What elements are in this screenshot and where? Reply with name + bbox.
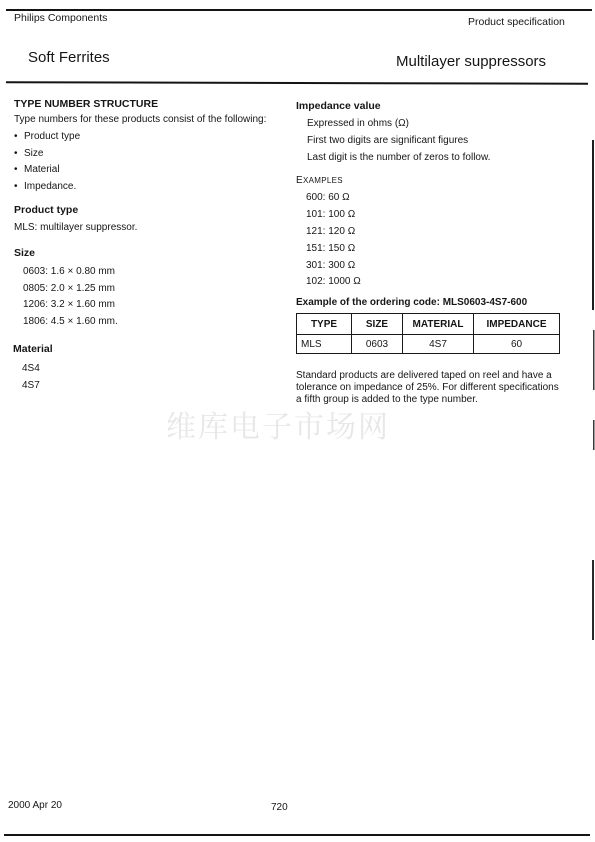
footer-rule (4, 834, 590, 836)
list-item: 1206: 3.2 × 1.60 mm (23, 299, 116, 311)
top-rule (6, 9, 592, 11)
section-title-left: Soft Ferrites (28, 49, 110, 66)
table-cell: 4S7 (403, 335, 474, 354)
list-item: • Size (14, 146, 284, 163)
list-item: 4S7 (22, 379, 40, 391)
list-item: Last digit is the number of zeros to follow. (307, 151, 491, 163)
footer-date: 2000 Apr 20 (8, 800, 62, 811)
examples-heading: EXAMPLES (296, 175, 343, 187)
company-name: Philips Components (14, 12, 108, 24)
structure-list (14, 129, 284, 196)
ordering-code-heading: Example of the ordering code: MLS0603-4S7-600 (296, 297, 528, 309)
scan-edge-shadow (589, 0, 595, 842)
type-number-structure-heading: TYPE NUMBER STRUCTURE (14, 98, 159, 110)
watermark: 维库电子市场网 (166, 410, 390, 445)
list-item: • Impedance. (14, 179, 284, 196)
list-item: 301: 300 Ω (306, 259, 356, 271)
list-item: 102: 1000 Ω (306, 276, 361, 288)
table-cell: 60 (474, 335, 560, 354)
list-item: 151: 150 Ω (306, 242, 356, 254)
list-item: • Material (14, 162, 284, 179)
column-header: MATERIAL (403, 314, 474, 335)
list-item: 121: 120 Ω (306, 225, 356, 237)
right-column (296, 100, 566, 406)
column-header: IMPEDANCE (474, 314, 560, 335)
list-item: 0603: 1.6 × 0.80 mm (23, 265, 116, 277)
list-item: 1806: 4.5 × 1.60 mm. (23, 316, 118, 328)
size-heading: Size (14, 246, 36, 259)
product-type-text: MLS: multilayer suppressor. (14, 221, 138, 233)
list-item: First two digits are significant figures (307, 134, 469, 146)
impedance-heading: Impedance value (296, 100, 381, 112)
list-item: 600: 60 Ω (306, 192, 350, 204)
list-item: Expressed in ohms (Ω) (307, 118, 409, 129)
table-cell: 0603 (352, 335, 403, 354)
delivery-paragraph: Standard products are delivered taped on reel and have a tolerance on impedance of 25%. For different specifications a fifth group is added to the type number. (296, 370, 559, 406)
ordering-code-table (296, 313, 560, 354)
footer-page-number: 720 (271, 802, 288, 813)
material-heading: Material (13, 342, 53, 355)
product-type-heading: Product type (14, 203, 79, 216)
table-cell: MLS (297, 335, 352, 354)
impedance-lines (307, 116, 566, 166)
left-column (14, 98, 284, 395)
document-type: Product specification (468, 16, 565, 28)
list-item: 4S4 (22, 362, 40, 374)
size-list (23, 264, 284, 331)
column-header: TYPE (297, 314, 352, 335)
list-item: • Product type (14, 129, 284, 146)
header-rule (6, 81, 588, 85)
examples-heading-text: XAMPLES (302, 176, 343, 186)
list-item: 101: 100 Ω (306, 209, 356, 221)
table-row (297, 335, 560, 354)
list-item: 0805: 2.0 × 1.25 mm (23, 282, 116, 294)
intro-text: Type numbers for these products consist of the following: (14, 114, 267, 125)
material-list (22, 361, 284, 395)
table-header-row (297, 314, 560, 335)
section-title-right: Multilayer suppressors (396, 53, 547, 70)
examples-list (306, 190, 566, 291)
column-header: SIZE (352, 314, 403, 335)
